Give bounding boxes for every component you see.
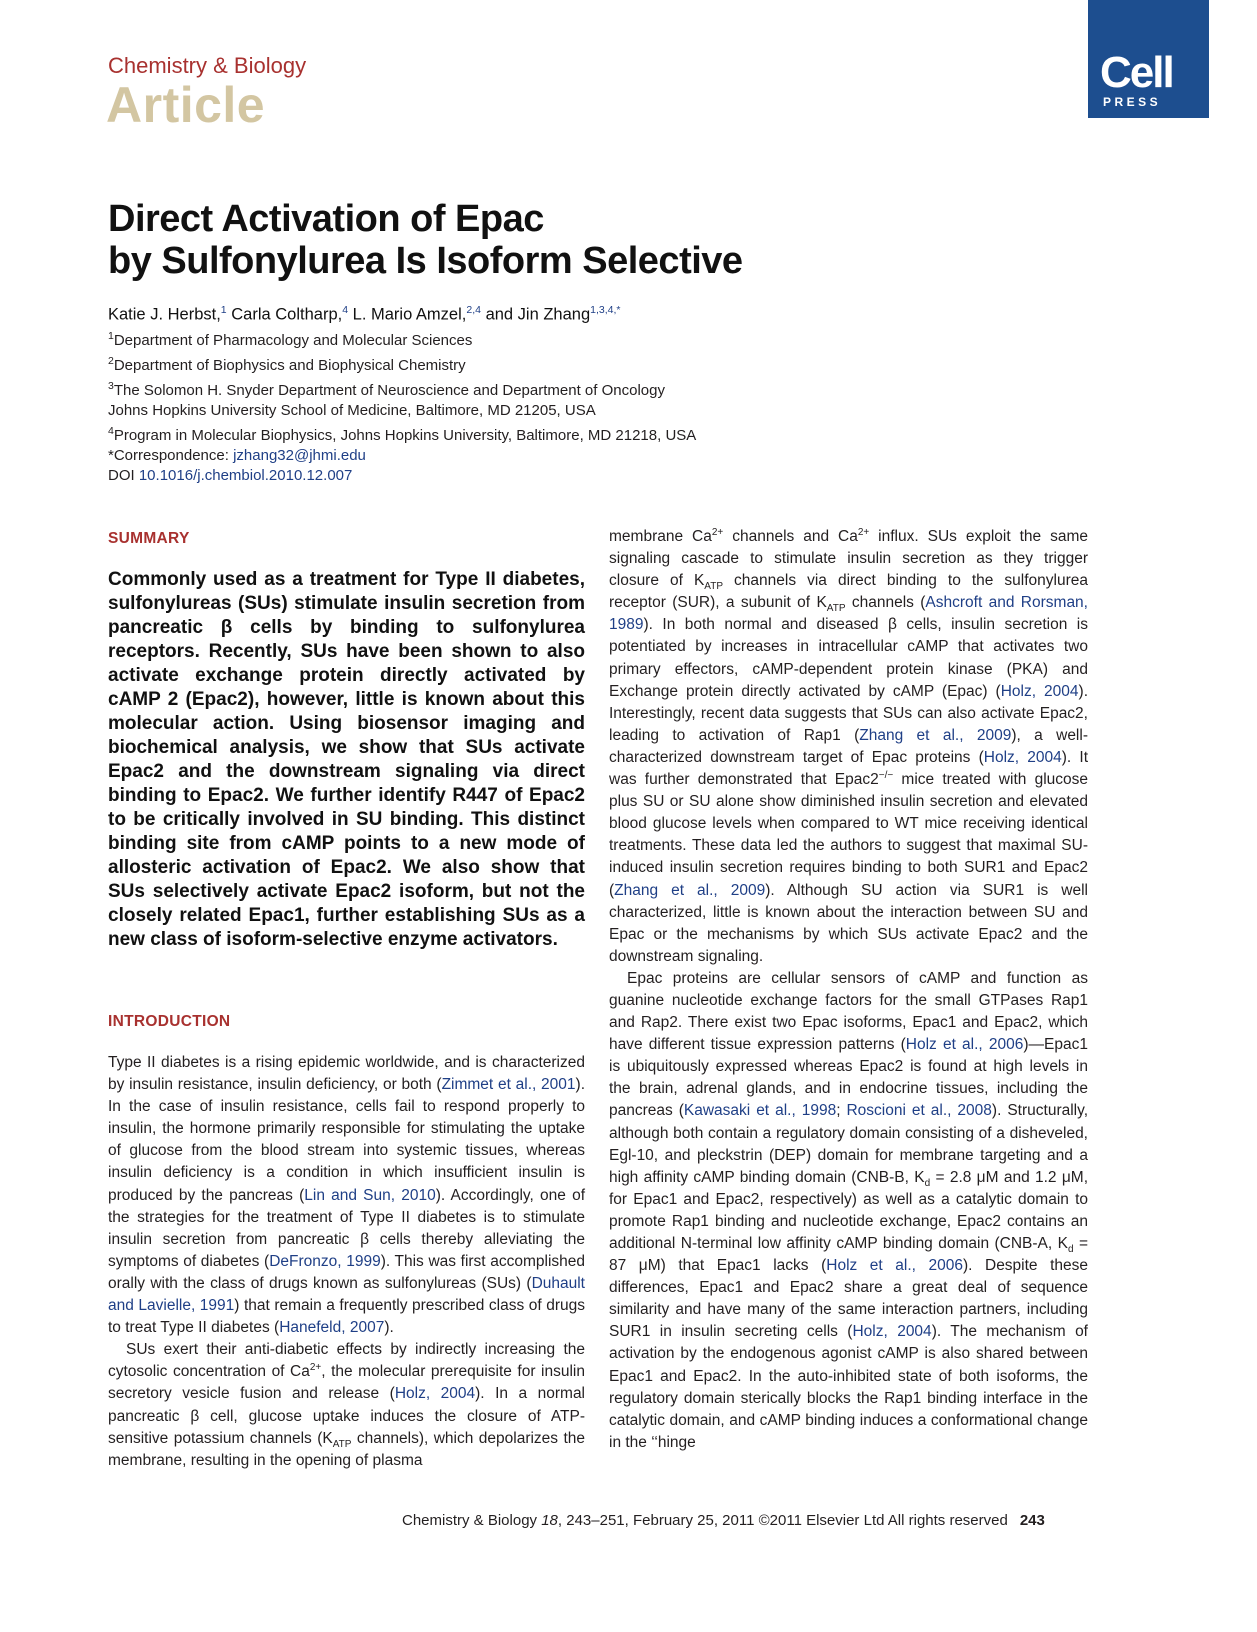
introduction-heading: INTRODUCTION — [108, 1013, 231, 1030]
intro-paragraph-1: Type II diabetes is a rising epidemic worldwide, and is characterized by insulin resistance, insulin deficiency, or both (Zimmet et al., 2001). In the case of insulin resistance, cells fail to respond properly to insulin, the hormone primarily responsible for stimulating the uptake of glucose from the blood stream into systemic tissues, whereas insulin deficiency is a condition in which insufficient insulin is produced by the pancreas (Lin and Sun, 2010). Accordingly, one of the strategies for the treatment of Type II diabetes is to stimulate insulin secretion from pancreatic β cells thereby alleviating the symptoms of diabetes (DeFronzo, 1999). This was first accomplished orally with the class of drugs known as sulfonylureas (SUs) (Duhault and Lavielle, 1991) that remain a frequently prescribed class of drugs to treat Type II diabetes (Hanefeld, 2007). — [108, 1054, 586, 1337]
article-type: Article — [106, 77, 266, 133]
author-name: L. Mario Amzel, — [352, 305, 467, 324]
introduction-body-right — [609, 526, 1088, 1454]
citation-link[interactable]: Duhault and Lavielle, 1991 — [108, 1274, 585, 1315]
page-number: 243 — [1019, 1512, 1045, 1529]
intro-paragraph-4: Epac proteins are cellular sensors of cAMP and function as guanine nucleotide exchange factors for the small GTPases Rap1 and Rap2. There exist two Epac isoforms, Epac1 and Epac2, which have different tissue expression patterns (Holz et al., 2006)—Epac1 is ubiquitously expressed whereas Epac2 is found at high levels in the brain, adrenal glands, and in endocrine tissues, including the pancreas (Kawasaki et al., 1998; Roscioni et al., 2008). Structurally, although both contain a regulatory domain consisting of a disheveled, Egl-10, and pleckstrin (DEP) domain for membrane targeting and a high affinity cAMP binding domain (CNB-B, $K_d = 2.8$ μM and 1.2 μM, for Epac1 and Epac2, respectively) as well as a catalytic domain to promote Rap1 binding and nucleotide exchange, Epac2 contains an additional N-terminal low affinity cAMP binding domain (CNB-A, $K_d = 87$ μM) that Epac1 lacks (Holz et al., 2006). Despite these differences, Epac1 and Epac2 share a great deal of sequence similarity and have many of the same interaction partners, including SUR1 in insulin secreting cells (Holz, 2004). The mechanism of activation by the endogenous agonist cAMP is also shared between Epac1 and Epac2. In the auto-inhibited state of both isoforms, the regulatory domain sterically blocks the Rap1 binding interface in the catalytic domain, and cAMP binding induces a conformational change in the ‘‘hinge — [609, 969, 1089, 1451]
author-affil-sup[interactable]: 4 — [342, 304, 349, 316]
affiliation-4: $^4$Program in Molecular Biophysics, Johns Hopkins University, Baltimore, MD 21218, USA — [108, 425, 697, 444]
author-name: and Jin Zhang — [485, 305, 591, 324]
author-affil-sup[interactable]: 1 — [220, 304, 227, 316]
summary-text: Commonly used as a treatment for Type II diabetes, sulfonylureas (SUs) stimulate insulin secretion from pancreatic β cells by binding to sulfonylurea receptors. Recently, SUs have been shown to also activate exchange protein directly activated by cAMP 2 (Epac2), however, little is known about this molecular action. Using biosensor imaging and biochemical analysis, we show that SUs activate Epac2 and the downstream signaling via direct binding to Epac2. We further identify R447 of Epac2 to be critically involved in SU binding. This distinct binding site from cAMP points to a new mode of allosteric activation of Epac2. We also show that SUs selectively activate Epac2 isoform, but not the closely related Epac1, further establishing SUs as a new class of isoform-selective enzyme activators. — [108, 569, 585, 950]
citation-link[interactable]: Roscioni et al., 2008 — [846, 1102, 992, 1120]
citation-link[interactable]: Holz, 2004 — [983, 748, 1062, 766]
footer-volume: 18 — [541, 1512, 558, 1529]
author-name: Carla Coltharp, — [231, 305, 343, 324]
citation-link[interactable]: Holz, 2004 — [394, 1385, 476, 1403]
affiliation-3-address: Johns Hopkins University School of Medicine, Baltimore, MD 21205, USA — [108, 402, 596, 419]
intro-paragraph-3: membrane $Ca^{2+}$ channels and $Ca^{2+}$ influx. SUs exploit the same signaling cascade to stimulate insulin secretion as they trigger closure of $K_{ATP}$ channels via direct binding to the sulfonylurea receptor (SUR), a subunit of $K_{ATP}$ channels (Ashcroft and Rorsman, 1989). In both normal and diseased β cells, insulin secretion is potentiated by increases in intracellular cAMP that activates two primary effectors, cAMP-dependent protein kinase (PKA) and Exchange protein directly activated by cAMP (Epac) (Holz, 2004). Interestingly, recent data suggests that SUs can also activate Epac2, leading to activation of Rap1 (Zhang et al., 2009), a well-characterized downstream target of Epac proteins (Holz, 2004). It was further demonstrated that Epac2−/− mice treated with glucose plus SU or SU alone show diminished insulin secretion and elevated blood glucose levels when compared to WT mice receiving identical treatments. These data led the authors to suggest that maximal SU-induced insulin secretion requires binding to both SUR1 and Epac2 (Zhang et al., 2009). Although SU action via SUR1 is well characterized, little is known about the interaction between SU and Epac or the mechanisms by which SUs activate Epac2 and the downstream signaling. — [609, 526, 1089, 965]
citation-link[interactable]: Zhang et al., 2009 — [614, 881, 766, 899]
author-affil-sup[interactable]: 1,3,4,* — [590, 304, 621, 316]
logo-press-text: PRESS — [1103, 95, 1162, 109]
citation-link[interactable]: Zimmet et al., 2001 — [441, 1076, 576, 1094]
doi: DOI 10.1016/j.chembiol.2010.12.007 — [108, 467, 353, 484]
citation-link[interactable]: Hanefeld, 2007 — [279, 1319, 385, 1337]
author-name: Katie J. Herbst, — [108, 305, 221, 324]
summary-heading: SUMMARY — [108, 530, 190, 547]
introduction-body-left — [108, 1052, 585, 1472]
citation-link[interactable]: Zhang et al., 2009 — [859, 726, 1012, 744]
affiliation-3: $^3$The Solomon H. Snyder Department of Neuroscience and Department of Oncology — [108, 380, 665, 399]
intro-paragraph-2: SUs exert their anti-diabetic effects by indirectly increasing the cytosolic concentration of $Ca^{2+}$, the molecular prerequisite for insulin secretory vesicle fusion and release (Holz, 2004). In a normal pancreatic β cell, glucose uptake induces the closure of ATP-sensitive potassium channels ($K_{ATP}$ channels), which depolarizes the membrane, resulting in the opening of plasma — [108, 1341, 586, 1469]
citation-link[interactable]: Lin and Sun, 2010 — [304, 1186, 436, 1204]
author-affil-sup[interactable]: 2,4 — [466, 304, 481, 316]
affiliations — [108, 326, 696, 486]
article-title — [108, 198, 743, 282]
title-line-2: by Sulfonylurea Is Isoform Selective — [108, 240, 743, 282]
citation-link[interactable]: DeFronzo, 1999 — [269, 1252, 381, 1270]
citation-link[interactable]: Holz et al., 2006 — [826, 1257, 963, 1275]
doi-link[interactable]: 10.1016/j.chembiol.2010.12.007 — [138, 467, 353, 484]
affiliation-2: $^2$Department of Biophysics and Biophysical Chemistry — [108, 355, 466, 374]
citation-link[interactable]: Kawasaki et al., 1998 — [683, 1102, 837, 1120]
affiliation-1: $^1$Department of Pharmacology and Molecular Sciences — [108, 330, 473, 349]
title-line-1: Direct Activation of Epac — [108, 198, 544, 240]
correspondence: *Correspondence: jzhang32@jhmi.edu — [108, 447, 366, 464]
logo-cell-text: Cell — [1100, 48, 1173, 97]
citation-link[interactable]: Holz et al., 2006 — [905, 1036, 1024, 1054]
cell-press-logo — [1088, 0, 1209, 118]
journal-name: Chemistry & Biology — [108, 53, 307, 78]
citation-link[interactable]: Holz, 2004 — [1000, 682, 1079, 700]
author-list — [108, 304, 621, 325]
correspondence-email-link[interactable]: jzhang32@jhmi.edu — [233, 447, 366, 464]
page-footer: Chemistry & Biology 18, 243–251, February 25, 2011 ©2011 Elsevier Ltd All rights reserved 243 — [402, 1512, 1045, 1529]
citation-link[interactable]: Holz, 2004 — [852, 1323, 932, 1341]
citation-link[interactable]: Ashcroft and Rorsman, 1989 — [609, 594, 1088, 634]
